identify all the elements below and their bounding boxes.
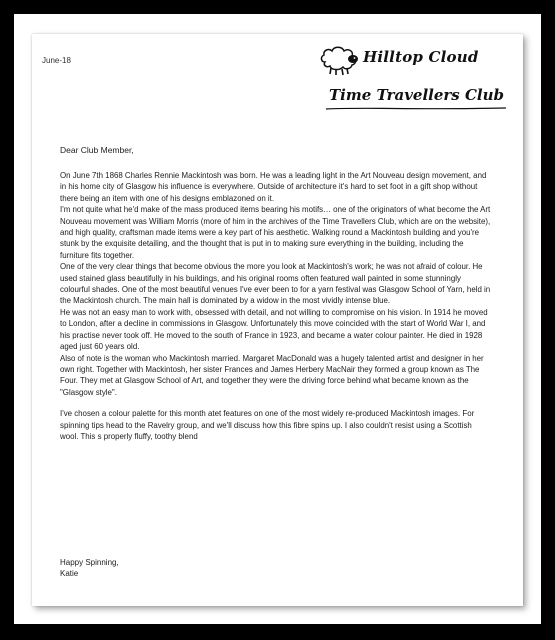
- signature: Katie: [60, 569, 79, 578]
- paragraph: One of the very clear things that become obvious the more you look at Mackintosh's work; he was not afraid of colour. He used stained glass beautifully in his buildings, and his original rooms often featured wall painted in some stunningly colourful shades. One of the most beautiful venues I've ever been to for a yarn festival was Glasgow School of Yarn, held in the Mackintosh church. The main hall is dominated by a widow in the most vividly intense blue.: [60, 262, 491, 306]
- brand-name: Hilltop Cloud: [363, 48, 479, 66]
- closing-line: Happy Spinning,: [60, 558, 119, 567]
- sheep-cloud-icon: [317, 42, 361, 78]
- letter-date: June-18: [42, 56, 71, 65]
- paragraph: On June 7th 1868 Charles Rennie Mackintosh was born. He was a leading light in the Art Nouveau design movement, and in his home city of Glasgow his influence is everywhere. Outside of architecture it's hard to set foot in a gift shop without there being an item with one of his designs emblazoned on it.: [60, 171, 487, 203]
- letter-greeting: Dear Club Member,: [60, 145, 134, 155]
- paragraph: I'm not quite what he'd make of the mass produced items bearing his motifs… one of the originators of what become the Art Nouveau movement was William Morris (more of him in the archives of the Time Travellers Club, which are on the website), and high quality, craftsman made items were a key part of his aesthetic. Walking round a Mackintosh building and you're stunk by the exquisite detailing, and the thought that is put in to making sure everything in the building, including the furniture fits together.: [60, 205, 491, 260]
- paragraph: He was not an easy man to work with, obsessed with detail, and not willing to compromise on his vision. In 1914 he moved to London, after a decline in commissions in Glasgow. Unfortunately this move coincided with the start of World War I, and his practise never took off. He moved to the south of France in 1923, and became a water colour painter. He died in 1928 aged just 60 years old.: [60, 307, 488, 352]
- paragraph: Also of note is the woman who Mackintosh married. Margaret MacDonald was a hugely talented artist and designer in her own right. Together with Mackintosh, her sister Frances and James Herbery MacNair they formed a group known as The Four. They met at Glasgow School of Art, and together they were the driving force behind what became known as the "Glasgow style".: [60, 353, 484, 397]
- paragraph: I've chosen a colour palette for this month atet features on one of the most widely re-produced Mackintosh images. For spinning tips head to the Ravelry group, and we'll discuss how this fibre spins up. I also couldn't resist using a Scottish wool. This s properly fluffy, toothy blend: [60, 409, 475, 441]
- letter-signoff: [60, 557, 119, 579]
- brand-logo: [317, 42, 517, 82]
- letter-body: [60, 170, 492, 442]
- title-underline: [326, 107, 506, 110]
- club-title: Time Travellers Club: [329, 86, 504, 104]
